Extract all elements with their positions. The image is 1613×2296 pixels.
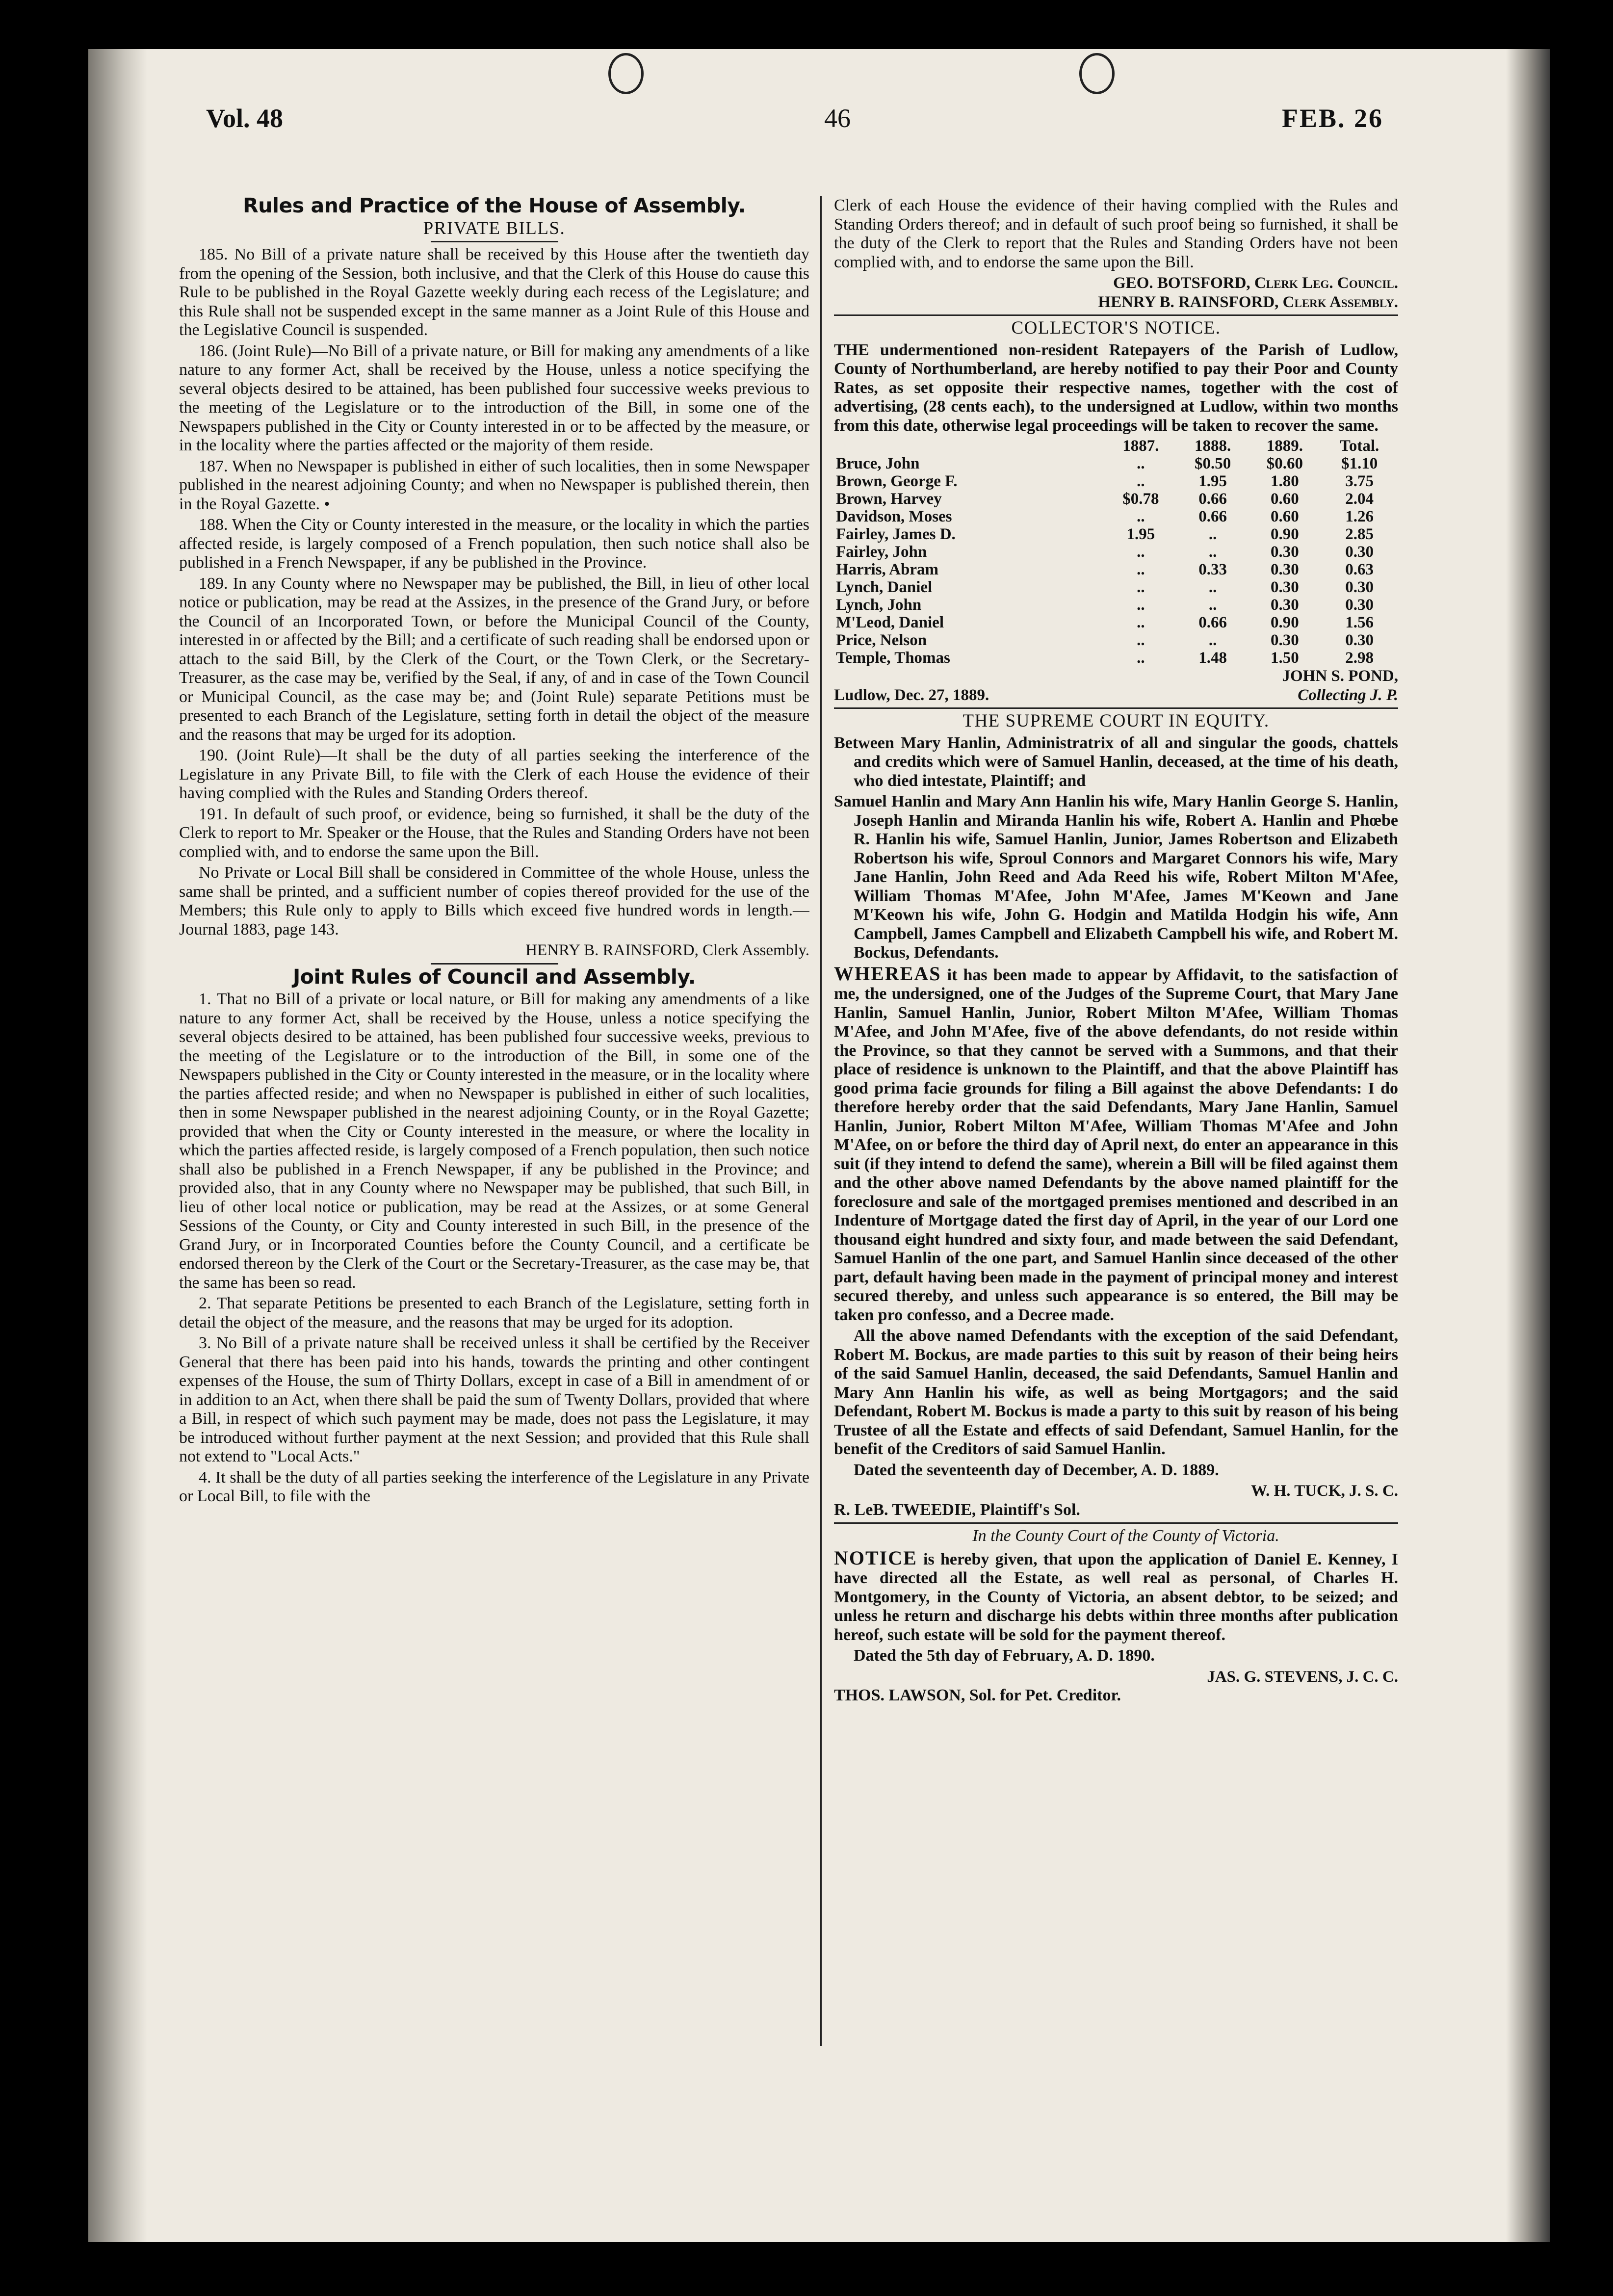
- rate-cell: 2.04: [1345, 490, 1374, 508]
- ratepayer-name: Lynch, John: [836, 596, 922, 614]
- page-number: 46: [824, 104, 851, 133]
- rate-cell: ..: [1137, 578, 1145, 596]
- divider: [834, 314, 1398, 316]
- rate-cell: ..: [1137, 561, 1145, 578]
- rate-cell: $0.78: [1122, 490, 1159, 508]
- rate-cell: 0.30: [1271, 543, 1299, 561]
- left-column: [179, 196, 809, 2100]
- rules-signature: HENRY B. RAINSFORD, Clerk Assembly.: [525, 941, 809, 959]
- collector-notice-title: COLLECTOR'S NOTICE.: [1011, 318, 1221, 338]
- rate-cell: 0.90: [1271, 525, 1299, 543]
- council-signature: GEO. BOTSFORD, Clerk Leg. Council.: [1113, 274, 1398, 292]
- column-divider: [820, 196, 822, 2046]
- ratepayer-name: Temple, Thomas: [836, 649, 950, 667]
- ratepayer-name: Davidson, Moses: [836, 508, 952, 525]
- rate-cell: $1.10: [1341, 455, 1378, 472]
- column-header: Total.: [1339, 437, 1379, 455]
- rate-cell: 3.75: [1345, 472, 1374, 490]
- rate-cell: 2.85: [1345, 525, 1374, 543]
- rate-cell: 0.60: [1271, 490, 1299, 508]
- ratepayer-name: Lynch, Daniel: [836, 578, 933, 596]
- punch-hole-icon: [608, 53, 644, 94]
- rate-cell: ..: [1137, 455, 1145, 472]
- rate-cell: 1.80: [1271, 472, 1299, 490]
- divider: [431, 963, 558, 965]
- joint-rules-title: Joint Rules of Council and Assembly.: [293, 965, 696, 989]
- equity-judge: W. H. TUCK, J. S. C.: [1251, 1482, 1398, 1500]
- rate-cell: 0.33: [1198, 561, 1227, 578]
- table-header-row: [834, 437, 1398, 455]
- table-row: [834, 455, 1398, 472]
- all-above-paragraph: All the above named Defendants with the exception of the said Defendant, Robert M. Bockus, are made parties to this suit by reason of their being heirs of the said Samuel Hanlin, deceased, the said Defendants, Samuel Hanlin and Mary Ann Hanlin his wife, as well as being Mortgagors; and the said Defendant, Robert M. Bockus is made a party to this suit by reason of his being Trustee of all the Estate and effects of said Defendant, Samuel Hanlin, for the benefit of the Creditors of said Samuel Hanlin.: [834, 1327, 1398, 1458]
- table-row: [834, 649, 1398, 667]
- rate-cell: 1.95: [1198, 472, 1227, 490]
- rate-cell: 2.98: [1345, 649, 1374, 667]
- rate-cell: 0.60: [1271, 508, 1299, 525]
- ratepayer-name: M'Leod, Daniel: [836, 614, 944, 631]
- rate-cell: 0.30: [1271, 596, 1299, 614]
- right-column: [834, 196, 1398, 2100]
- rule-paragraph: 190. (Joint Rule)—It shall be the duty of all parties seeking the interference of the Legislature in any Private Bill, to file with the Clerk of each House the evidence of their having complied with the Rules and Standing Orders thereof.: [179, 746, 809, 802]
- rate-cell: 0.30: [1271, 578, 1299, 596]
- rate-cell: 0.66: [1198, 614, 1227, 631]
- equity-defendants: Samuel Hanlin and Mary Ann Hanlin his wife, Mary Hanlin George S. Hanlin, Joseph Hanlin and Miranda Hanlin his wife, Robert A. Hanlin and Phœbe R. Hanlin his wife, Samuel Hanlin, Junior, James Robertson and Elizabeth Robertson his wife, Sproul Connors and Margaret Connors his wife, Mary Jane Hanlin, John Reed and Ada Reed his wife, Robert Milton M'Afee, William Thomas M'Afee, John M'Afee, James M'Keown and Jane M'Keown his wife, John G. Hodgin and Matilda Hodgin his wife, Ann Campbell, James Campbell and Elizabeth Campbell his wife, and Robert M. Bockus, Defendants.: [834, 792, 1398, 962]
- collector-title: Collecting J. P.: [1298, 686, 1398, 704]
- notice-lead: NOTICE: [834, 1546, 917, 1569]
- county-court-title: In the County Court of the County of Victoria.: [972, 1527, 1279, 1545]
- ratepayer-name: Brown, George F.: [836, 472, 958, 490]
- rate-cell: ..: [1137, 596, 1145, 614]
- rate-cell: $0.60: [1266, 455, 1303, 472]
- joint-rule-paragraph: 4. It shall be the duty of all parties seeking the interference of the Legislature in any Private or Local Bill, to file with the: [179, 1468, 809, 1505]
- rate-cell: 0.30: [1345, 596, 1374, 614]
- rate-cell: ..: [1208, 578, 1217, 596]
- rate-cell: 1.95: [1126, 525, 1155, 543]
- table-row: [834, 508, 1398, 525]
- rule-paragraph: 186. (Joint Rule)—No Bill of a private nature, or Bill for making any amendments of a like nature to any former Act, shall be received by the House, unless a notice specifying the several objects desired to be attained, has been published four successive weeks previous to the meeting of the Legislature or to the introduction of the Bill, in some one of the Newspapers published in the City or County interested in or to be affected by the measure, or in the locality where the parties affected or the majority of them reside.: [179, 341, 809, 454]
- rate-cell: ..: [1208, 631, 1217, 649]
- rate-cell: ..: [1137, 472, 1145, 490]
- divider: [431, 241, 558, 242]
- table-row: [834, 490, 1398, 508]
- rates-table: [834, 437, 1398, 667]
- table-row: [834, 578, 1398, 596]
- rate-cell: 1.50: [1271, 649, 1299, 667]
- rate-cell: ..: [1137, 649, 1145, 667]
- rate-cell: 1.56: [1345, 614, 1374, 631]
- page-edge-shadow: [1506, 49, 1550, 2242]
- rate-cell: 0.30: [1271, 561, 1299, 578]
- ratepayer-name: Brown, Harvey: [836, 490, 942, 508]
- assembly-signature: HENRY B. RAINSFORD, Clerk Assembly.: [1098, 293, 1398, 311]
- joint-rule-paragraph: 1. That no Bill of a private or local nature, or Bill for making any amendments of a like nature to any former Act, shall be received by the House, unless a notice specifying the several objects desired to be attained, has been published four successive weeks, previous to the meeting of the Legislature or to the introduction of the Bill, in some one of the Newspapers published in the City or County interested in the measure, or in the locality where the parties affected reside; and when no Newspaper is published in either of such localities, then in some Newspaper published in the nearest adjoining County, or in the Royal Gazette; provided that when the City or County interested in the measure, or where the locality in which the parties affected reside, is largely composed of a French population, then such notice shall also be published in a French Newspaper, if any be published in the Province; and provided also, that in any County where no Newspaper may be published, that such Bill, in lieu of other local notice or publication, may be read at the Assizes, or at some General Sessions of the County, or City and County interested in such Bill, in the presence of the Grand Jury, or in Incorporated Counties before the County Council, and a certificate be endorsed thereon by the Clerk of the Court or the Secretary-Treasurer, as the case may be, that the same has been so read.: [179, 990, 809, 1292]
- column-header: 1887.: [1122, 437, 1159, 455]
- column-header: 1889.: [1266, 437, 1303, 455]
- rate-cell: ..: [1137, 631, 1145, 649]
- ratepayer-name: Fairley, James D.: [836, 525, 956, 543]
- table-row: [834, 561, 1398, 578]
- table-row: [834, 596, 1398, 614]
- table-row: [834, 525, 1398, 543]
- notice-judge: JAS. G. STEVENS, J. C. C.: [1207, 1668, 1398, 1686]
- continued-paragraph: Clerk of each House the evidence of their having complied with the Rules and Standing Orders thereof; and in default of such proof being so furnished, it shall be the duty of the Clerk to report that the Rules and Standing Orders have not been complied with, and to endorse the same upon the Bill.: [834, 196, 1398, 271]
- rate-cell: 1.26: [1345, 508, 1374, 525]
- rate-cell: 0.30: [1345, 578, 1374, 596]
- collector-place-date: Ludlow, Dec. 27, 1889.: [834, 686, 989, 704]
- ratepayer-name: Harris, Abram: [836, 561, 938, 578]
- rate-cell: ..: [1137, 508, 1145, 525]
- rate-cell: ..: [1137, 543, 1145, 561]
- rate-cell: 0.66: [1198, 490, 1227, 508]
- collector-signature-line: [834, 686, 1398, 705]
- rate-cell: ..: [1137, 614, 1145, 631]
- joint-rule-paragraph: 3. No Bill of a private nature shall be received unless it shall be certified by the Receiver General that there has been paid into his hands, towards the printing and other contingent expenses of the House, the sum of Thirty Dollars, except in case of a Bill in amendment of or in addition to an Act, when there shall be paid the sum of Twenty Dollars, provided that where a Bill, in respect of which such payment may be made, does not pass the Legislature, it may be introduced without further payment at the next Session; and provided that this Rule shall not extend to "Local Acts.": [179, 1334, 809, 1465]
- private-bills-heading: PRIVATE BILLS.: [423, 218, 566, 238]
- rate-cell: 0.90: [1271, 614, 1299, 631]
- notice-paragraph: [834, 1546, 1398, 1645]
- rate-cell: 0.66: [1198, 508, 1227, 525]
- whereas-text: it has been made to appear by Affidavit, to the satisfaction of me, the undersigned, one of the Judges of the Supreme Court, that Mary Jane Hanlin, Samuel Hanlin, Junior, Robert Milton M'Afee, William Thomas M'Afee, and John M'Afee, five of the above defendants, do not reside within the Province, so that they cannot be served with a Summons, and that their place of residence is unknown to the Plaintiff, and that the above Plaintiff has good prima facie grounds for filing a Bill against the above Defendants: I do therefore hereby order that the said Defendants, Mary Jane Hanlin, Samuel Hanlin, Junior, Robert Milton M'Afee, William Thomas M'Afee and John M'Afee, on or before the third day of April next, do enter an appearance in this suit (if they intend to defend the same), wherein a Bill will be filed against them and the other above named Defendants by the above named plaintiff for the foreclosure and sale of the mortgaged premises mentioned and described in an Indenture of Mortgage dated the first day of April, in the year of our Lord one thousand eight hundred and sixty four, and made between the said Defendant, Samuel Hanlin of the one part, and Samuel Hanlin since deceased of the other part, default having been made in the payment of principal money and interest secured thereby, and unless such appearance is so entered, the Bill may be taken pro confesso, and a Decree made.: [834, 965, 1398, 1324]
- table-row: [834, 543, 1398, 561]
- whereas-lead: WHEREAS: [834, 962, 941, 985]
- rate-cell: ..: [1208, 543, 1217, 561]
- rule-paragraph: 187. When no Newspaper is published in either of such localities, then in some Newspaper published in the nearest adjoining County; and when no Newspaper is published therein, then in the Royal Gazette. •: [179, 457, 809, 513]
- joint-rule-paragraph: 2. That separate Petitions be presented to each Branch of the Legislature, setting forth in detail the object of the measure, and the reasons that may be urged for its adoption.: [179, 1294, 809, 1331]
- rate-cell: 0.30: [1345, 543, 1374, 561]
- divider: [834, 707, 1398, 709]
- dated-equity: Dated the seventeenth day of December, A. D. 1889.: [854, 1461, 1219, 1479]
- collector-signature-name: JOHN S. POND,: [1282, 667, 1398, 685]
- divider: [834, 1522, 1398, 1524]
- rate-cell: 0.30: [1345, 631, 1374, 649]
- rule-paragraph: 185. No Bill of a private nature shall be received by this House after the twentieth day from the opening of the Session, both inclusive, and that the Clerk of this House do cause this Rule to be published in the Royal Gazette weekly during each recess of the Legislature; and this Rule shall not be suspended except in the same manner as a Joint Rule of this House and the Legislative Council is suspended.: [179, 245, 809, 339]
- rate-cell: 0.30: [1271, 631, 1299, 649]
- volume-number: Vol. 48: [206, 104, 284, 133]
- column-header: [834, 437, 1105, 455]
- rule-paragraph: 191. In default of such proof, or evidence, being so furnished, it shall be the duty of the Clerk to report to Mr. Speaker or the House, that the Rules and Standing Orders have not been complied with, and to endorse the same upon the Bill.: [179, 805, 809, 861]
- punch-hole-icon: [1079, 53, 1115, 94]
- ratepayer-name: Price, Nelson: [836, 631, 927, 649]
- rules-title: Rules and Practice of the House of Assembly.: [243, 196, 746, 217]
- rate-cell: 1.48: [1198, 649, 1227, 667]
- page-binding-shadow: [88, 49, 147, 2242]
- rule-paragraph: 189. In any County where no Newspaper may be published, the Bill, in lieu of other local notice or publication, may be read at the Assizes, in the presence of the Grand Jury, or before the Council of an Incorporated Town, or before the Municipal Council of the County, interested in or affected by the Bill; and a certificate of such reading shall be endorsed upon or attach to the said Bill, by the Clerk of the Court, or the Town Clerk, or the Secretary-Treasurer, as the case may be, verified by the Seal, if any, of and in case of the Town Council or Municipal Council, as the case may be; and (Joint Rule) separate Petitions must be presented to each Branch of the Legislature, setting forth in detail the object of the measure and the reasons that may be urged for its adoption.: [179, 574, 809, 744]
- notice-text: is hereby given, that upon the application of Daniel E. Kenney, I have directed all the Estate, as well real as personal, of Charles H. Montgomery, in the County of Victoria, an absent debtor, to be seized; and unless he return and discharge his debts within three months after publication hereof, such estate will be sold for the payment thereof.: [834, 1550, 1398, 1644]
- rate-cell: ..: [1208, 596, 1217, 614]
- rule-paragraph: 188. When the City or County interested in the measure, or the locality in which the parties affected reside, is largely composed of a French population, then such notice shall also be published in a French Newspaper, if any be published in the Province.: [179, 516, 809, 572]
- rate-cell: ..: [1208, 525, 1217, 543]
- equity-solicitor: R. LeB. TWEEDIE, Plaintiff's Sol.: [834, 1500, 1080, 1519]
- rate-cell: $0.50: [1195, 455, 1231, 472]
- rate-cell: 0.63: [1345, 561, 1374, 578]
- whereas-paragraph: [834, 962, 1398, 1325]
- table-row: [834, 472, 1398, 490]
- issue-date: FEB. 26: [1281, 104, 1383, 133]
- page-header: [206, 103, 1383, 152]
- rates-table-body: [834, 455, 1398, 667]
- ratepayer-name: Bruce, John: [836, 455, 920, 472]
- ratepayer-name: Fairley, John: [836, 543, 927, 561]
- collector-intro: THE undermentioned non-resident Ratepayers of the Parish of Ludlow, County of Northumberland, are hereby notified to pay their Poor and County Rates, as set opposite their respective names, together with the cost of advertising, (28 cents each), to the undersigned at Ludlow, within two months from this date, otherwise legal proceedings will be taken to recover the same.: [834, 340, 1398, 435]
- dated-notice: Dated the 5th day of February, A. D. 1890.: [854, 1646, 1155, 1665]
- table-row: [834, 614, 1398, 631]
- equity-between: Between Mary Hanlin, Administratrix of all and singular the goods, chattels and credits which were of Samuel Hanlin, deceased, at the time of his death, who died intestate, Plaintiff; and: [834, 733, 1398, 790]
- equity-court-title: THE SUPREME COURT IN EQUITY.: [963, 711, 1270, 731]
- column-header: 1888.: [1195, 437, 1231, 455]
- rule-paragraph: No Private or Local Bill shall be considered in Committee of the whole House, unless the same shall be printed, and a sufficient number of copies thereof provided for the use of the Members; this Rule only to apply to Bills which exceed five hundred words in length.—Journal 1883, page 143.: [179, 863, 809, 939]
- notice-solicitor: THOS. LAWSON, Sol. for Pet. Creditor.: [834, 1686, 1121, 1704]
- table-row: [834, 631, 1398, 649]
